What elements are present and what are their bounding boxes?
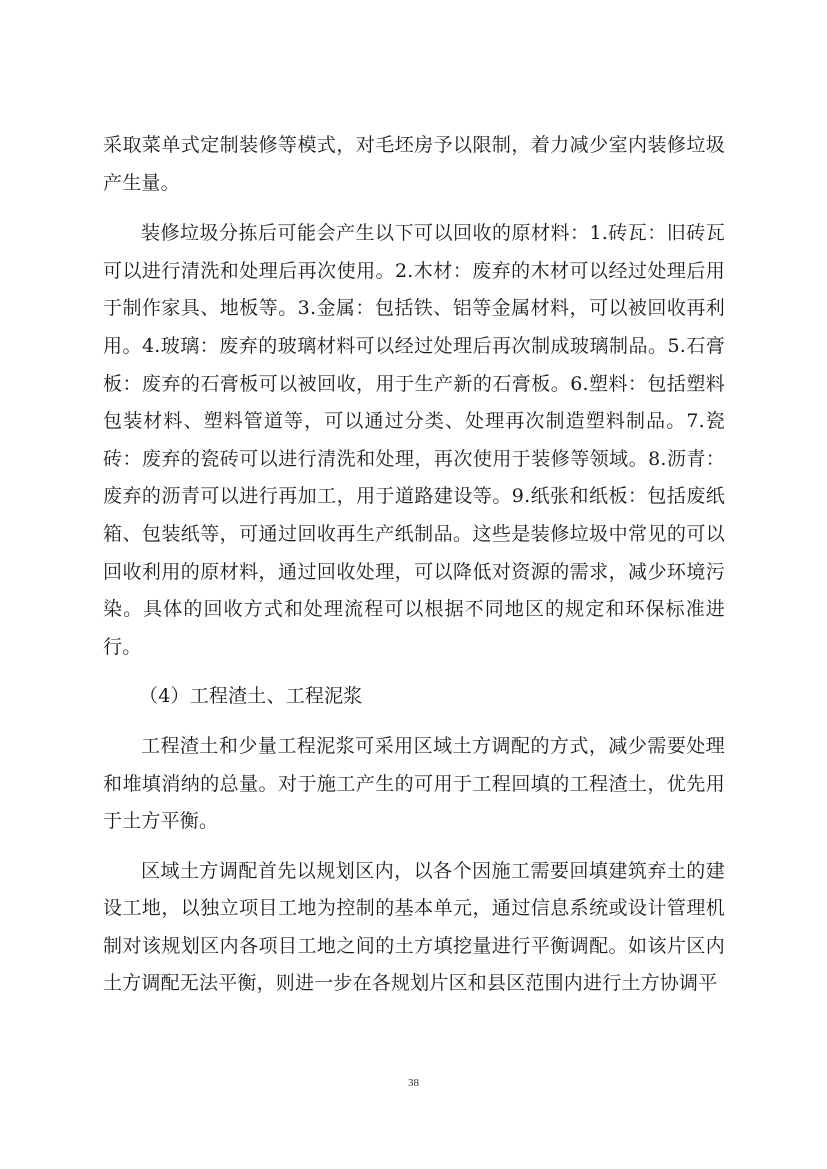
page-number: 38 xyxy=(408,1077,419,1089)
document-body xyxy=(103,127,725,1003)
paragraph-recyclable-materials: 装修垃圾分拣后可能会产生以下可以回收的原材料：1.砖瓦：旧砖瓦可以进行清洗和处理后再次使用。2.木材：废弃的木材可以经过处理后用于制作家具、地板等。3.金属：包括铁、铝等金属材料，可以被回收再利用。4.玻璃：废弃的玻璃材料可以经过处理后再次制成玻璃制品。5.石膏板：废弃的石膏板可以被回收，用于生产新的石膏板。6.塑料：包括塑料包装材料、塑料管道等，可以通过分类、处理再次制造塑料制品。7.瓷砖：废弃的瓷砖可以进行清洗和处理，再次使用于装修等领域。8.沥青：废弃的沥青可以进行再加工，用于道路建设等。9.纸张和纸板：包括废纸箱、包装纸等，可通过回收再生产纸制品。这些是装修垃圾中常见的可以回收利用的原材料，通过回收处理，可以降低对资源的需求，减少环境污染。具体的回收方式和处理流程可以根据不同地区的规定和环保标准进行。 xyxy=(103,222,725,658)
section-heading: （4）工程渣土、工程泥浆 xyxy=(139,685,363,708)
paragraph-continuation: 采取菜单式定制装修等模式，对毛坯房予以限制，着力减少室内装修垃圾产生量。 xyxy=(103,134,725,194)
paragraph-engineering-muck: 工程渣土和少量工程泥浆可采用区域土方调配的方式，减少需要处理和堆填消纳的总量。对于施工产生的可用于工程回填的工程渣土，优先用于土方平衡。 xyxy=(103,734,725,833)
paragraph-earthwork-allocation: 区域土方调配首先以规划区内，以各个因施工需要回填建筑弃土的建设工地，以独立项目工地为控制的基本单元，通过信息系统或设计管理机制对该规划区内各项目工地之间的土方填挖量进行平衡调配。如该片区内土方调配无法平衡，则进一步在各规划片区和县区范围内进行土方协调平 xyxy=(103,859,725,995)
